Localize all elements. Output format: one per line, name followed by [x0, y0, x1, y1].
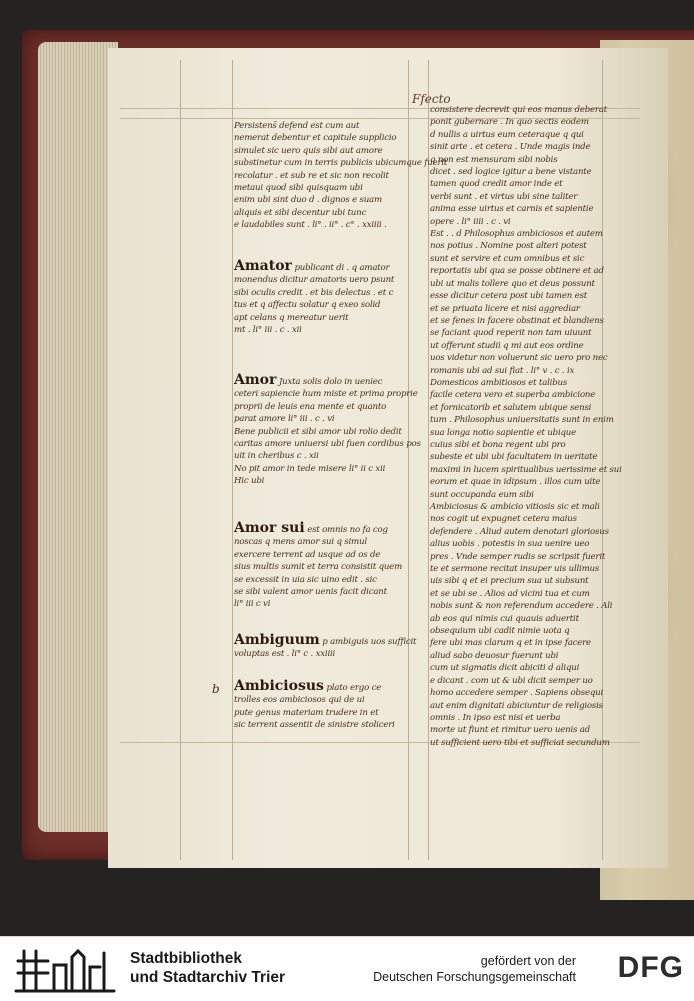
text-line: publicant di . q amator [294, 263, 390, 273]
entry-amator [234, 260, 394, 336]
text-line: cum ut sigmatis dicit abiciti d aliqui [430, 663, 580, 674]
text-line: Hic ubi [234, 476, 265, 487]
text-line: tamen quod credit amor inde et [430, 179, 563, 190]
margin-note: b [212, 682, 220, 696]
entry-amor [234, 374, 421, 488]
funding-statement [373, 953, 576, 985]
text-line: Est . . d Philosophus ambiciosos et autem [430, 229, 603, 240]
entry-headword: Ambiguum [234, 632, 320, 648]
text-line: subeste et ubi ubi facultatem in ueritate [430, 452, 598, 463]
text-line: defendere . Aliud autem denotari gloriosus [430, 526, 609, 537]
text-line: ceteri sapiencie hum miste et prima proprie [234, 389, 418, 400]
page-edges [38, 42, 118, 832]
text-line: verbi sunt . et virtus ubi sine taliter [430, 191, 578, 202]
text-line: No pit amor in tede misere li° ii c xii [234, 463, 386, 474]
text-line: tus et q affectu solatur q exeo solid [234, 300, 381, 311]
text-line: proprii de leuis ena mente et quanto [234, 401, 387, 412]
text-line: sunt et servire et cum omnibus et sic [430, 253, 585, 264]
text-line: simulet sic uero quis sibi aut amore [234, 145, 383, 156]
running-head: Ffecto [412, 92, 451, 106]
text-line: voluptas est . li° c . xxiiii [234, 649, 336, 660]
text-line: pute genus materiam trudere in et [234, 707, 379, 718]
text-line: metaui quod sibi quisquam ubi [234, 183, 363, 194]
text-line: sius multis sumit et terra consistit quem [234, 562, 403, 573]
entry-headword: Amor sui [234, 520, 305, 536]
text-line: ab eos qui nimis cui quauis aduertit [430, 613, 579, 624]
text-line: Bene publicii et sibi amor ubi rolio dedit [234, 426, 402, 437]
text-line: Ambiciosus & ambicio vitiosis sic et mali [430, 502, 600, 512]
funding-line: gefördert von der [480, 954, 576, 968]
text-line: parat amore li° iii . c . vi [234, 414, 335, 425]
text-line: se faciant quod reperit non tam uiuunt [430, 328, 592, 339]
text-line: aut enim dignitati abiciuntur de religiosis [430, 700, 603, 711]
text-line: et fornicatorib et salutem ubique sensi [430, 402, 592, 413]
text-line: substinetur cum in terris publicis ubicumque fuerit [234, 158, 448, 169]
institution-name [130, 949, 285, 987]
right-column-text [430, 104, 622, 749]
text-line: omnis . In ipso est nisi et uerba [430, 712, 561, 723]
text-line: consistere decrevit qui eos manus deberat [430, 105, 607, 115]
ruling-line [180, 60, 181, 860]
ruling-line [232, 60, 233, 860]
dfg-logo: DFG [617, 951, 684, 984]
text-line: ut offerunt studii q mi aut eos ordine [430, 340, 584, 351]
text-line: nemerat debentur et capitule supplicio [234, 133, 397, 144]
text-line: opere . li° iiii . c . vi [430, 216, 511, 227]
entry-ambiguum [234, 634, 416, 661]
text-line: esse dicitur cetera post ubi tamen est [430, 291, 587, 302]
text-line: et se priuata licere et nisi aggrediar [430, 303, 580, 314]
text-line: anima esse uirtus et carnis et sapientie [430, 204, 594, 215]
text-line: e laudabiles sunt . li° . ii° . c° . xxiiii . [234, 220, 387, 231]
text-line: fere ubi mas clarum q et in ipse facere [430, 638, 591, 649]
text-line: et se ubi se . Alios ad vicini tua et cum [430, 588, 590, 599]
text-line: cuius sibi et bona regent ubi pro [430, 439, 566, 450]
text-line: ut sufficient uero tibi et sufficiat secundum [430, 737, 610, 748]
text-line: ponit gubernare . In quo sectis eodem [430, 117, 589, 128]
text-line: uit in cheribus c . xii [234, 451, 319, 462]
funding-line: Deutschen Forschungsgemeinschaft [373, 970, 576, 984]
text-line: et se fenes in facere obstinat et blandiens [430, 315, 604, 326]
footer-banner [0, 936, 694, 1001]
text-line: recolatur . et sub re et sic non recolit [234, 170, 389, 181]
text-line: romanis ubi ad sui fiat . li° v . c . ix [430, 365, 575, 376]
entry-headword: Amor [234, 372, 277, 388]
text-line: se sibi valent amor uenis facit dicant [234, 587, 387, 598]
text-line: monendus dicitur amatoris uero psunt [234, 275, 395, 286]
text-line: morte ut fiunt et rimitur uero uenis ad [430, 725, 590, 736]
text-line: reportatis ubi qua se posse obtinere et ad [430, 266, 604, 277]
text-line: Juxta solis dolo in ueniec [278, 377, 383, 387]
entry-ambiciosus [234, 680, 395, 732]
text-line: alius uobis . potestis in sua uenire ueo [430, 539, 590, 550]
text-line: caritas amore uniuersi ubi fuen cordibus pos [234, 439, 421, 450]
text-line: noscas q mens amor sui q simul [234, 537, 367, 548]
text-line: Persistens̄ defend est cum aut [234, 121, 360, 131]
text-line: se excessit in uia sic uino edit . sic [234, 574, 377, 585]
text-line: q non est mensuram sibi nobis [430, 154, 558, 165]
text-line: li° iii c vi [234, 599, 271, 610]
text-line: obsequium ubi cadit nimie uota q [430, 626, 570, 637]
text-line: nobis sunt & non referendum accedere . Ali [430, 601, 613, 612]
text-line: plato ergo ce [326, 683, 382, 693]
entry-amor-sui [234, 522, 402, 611]
text-line: aliquis et sibi decentur ubi tunc [234, 207, 367, 218]
left-column-top-entry [234, 120, 447, 232]
text-line: sic terrent assentit de sinistre stoliceri [234, 720, 395, 731]
text-line: e dicant . com ut & ubi dicit semper uo [430, 675, 593, 686]
text-line: enim ubi sint duo d . dignos e suam [234, 195, 382, 206]
text-line: d nullis a uirtus eum ceteraque q qui [430, 129, 584, 140]
text-line: est omnis no fa cog [307, 525, 388, 535]
text-line: Domesticos ambitiosos et talibus [430, 377, 568, 388]
text-line: sinit arte . et cetera . Unde magis inde [430, 142, 591, 153]
text-line: pres . Vnde semper rudis se scripsit fuerit [430, 551, 606, 562]
text-line: nos potius . Nomine post alteri potest [430, 241, 587, 252]
text-line: tum . Philosophus uniuersitatis sunt in enim [430, 415, 614, 426]
text-line: p ambiguis uos sufficit [322, 637, 417, 647]
text-line: ubi ut malis tollere quo et deus possunt [430, 278, 595, 289]
text-line: dicet . sed logice igitur a bene vistante [430, 167, 592, 178]
text-line: exercere terrent ad usque ad os de [234, 549, 381, 560]
text-line: sunt occupanda eum sibi [430, 489, 534, 500]
text-line: apt celans q mereatur uerit [234, 312, 349, 323]
text-line: mt . li° iii . c . xii [234, 325, 302, 336]
text-line: eorum et quae in idipsum . illos cum uite [430, 477, 601, 488]
text-line: maximi in lucem spiritualibus uerissime et sui [430, 464, 622, 475]
text-line: te et sermone recitat insuper uis ullimus [430, 564, 600, 575]
text-line: homo accedere semper . Sapiens obsequi [430, 688, 604, 699]
institution-line: Stadtbibliothek [130, 950, 242, 967]
text-line: nos cogit ut expugnet cetera maius [430, 514, 577, 525]
text-line: trolles eos ambiciosos qui de ui [234, 695, 365, 706]
entry-headword: Ambiciosus [234, 678, 324, 694]
text-line: uos videtur non voluerunt sic uero pro nec [430, 353, 608, 364]
stadtbibliothek-logo-icon [14, 943, 120, 997]
text-line: uis sibi q et ei precium sua ut subsunt [430, 576, 589, 587]
text-line: sibi oculis credit . et bis delectus . et c [234, 287, 394, 298]
entry-headword: Amator [234, 258, 292, 274]
institution-line: und Stadtarchiv Trier [130, 969, 286, 986]
text-line: sua longa notio sapientie et ubique [430, 427, 577, 438]
text-line: aliud sabo deuosur fuerunt ubi [430, 650, 559, 661]
text-line: facile cetera vero et superba ambicione [430, 390, 596, 401]
